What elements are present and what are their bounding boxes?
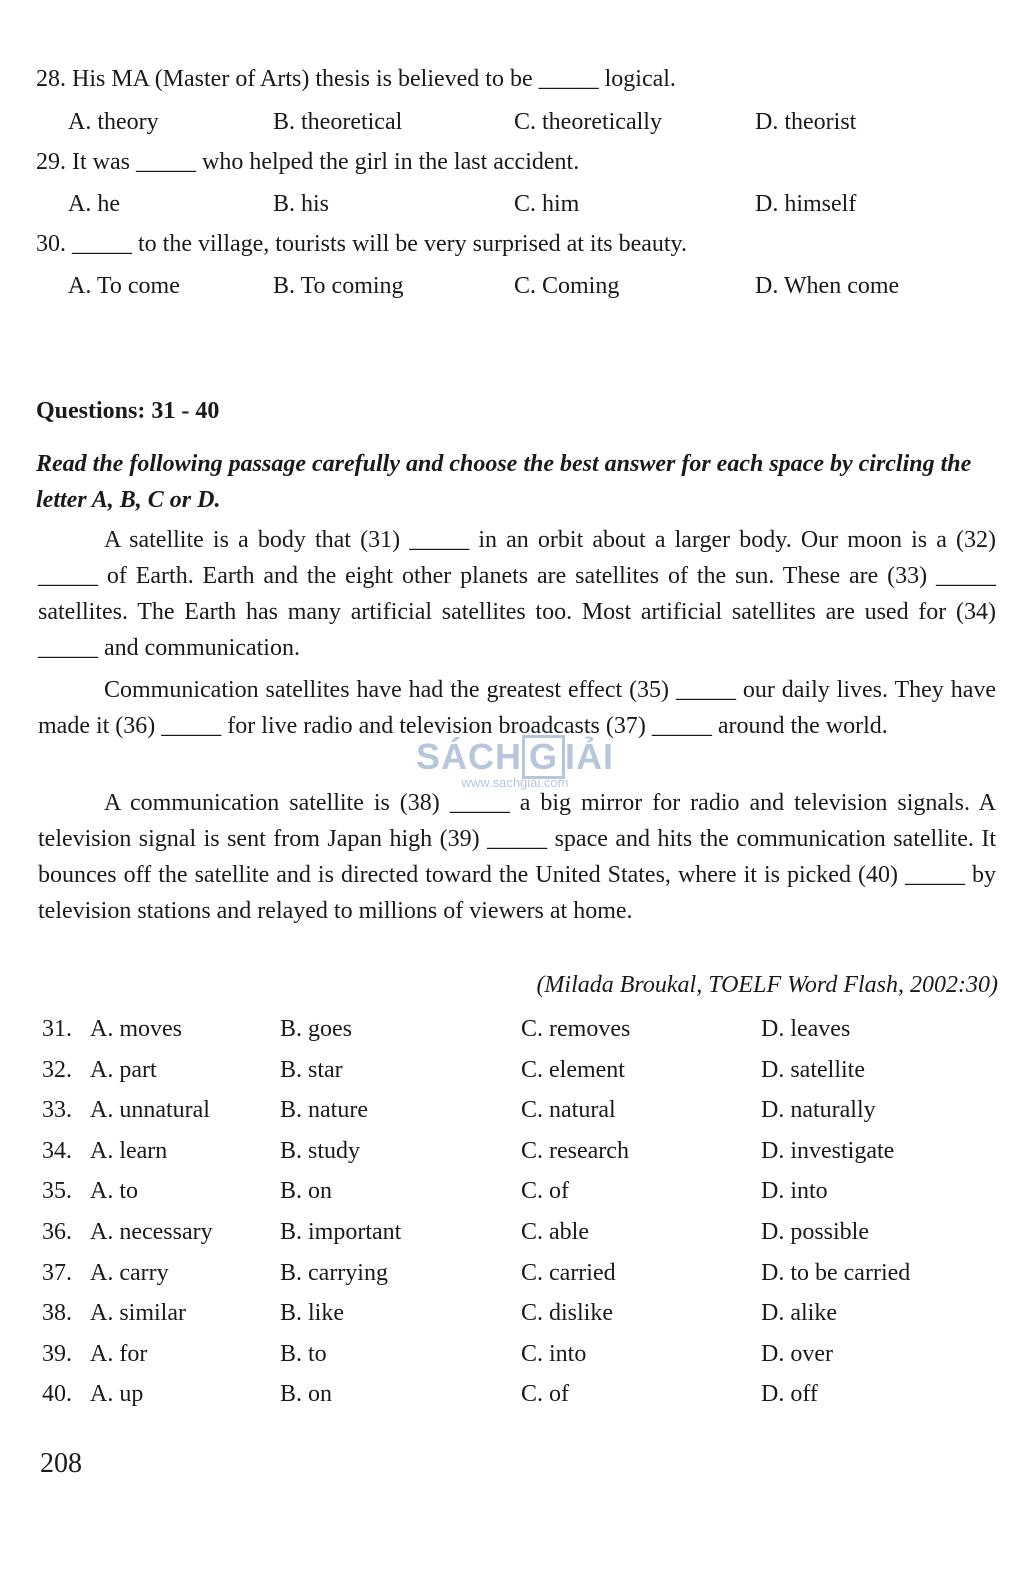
question-number: 38.: [42, 1300, 72, 1326]
question-29-option-d: D. himself: [755, 191, 857, 217]
option-b: B. like: [280, 1300, 344, 1326]
option-a: A. necessary: [90, 1219, 213, 1245]
option-b: B. goes: [280, 1016, 352, 1042]
question-number: 33.: [42, 1097, 72, 1123]
question-30-option-d: D. When come: [755, 273, 900, 299]
option-c: C. element: [521, 1057, 625, 1083]
option-d: D. over: [761, 1341, 833, 1367]
question-number: 34.: [42, 1138, 72, 1164]
option-d: D. alike: [761, 1300, 837, 1326]
option-b: B. on: [280, 1381, 333, 1407]
option-a: A. part: [90, 1057, 157, 1083]
question-30-stem: 30. _____ to the village, tourists will be very surprised at its beauty.: [36, 231, 687, 257]
option-c: C. able: [521, 1219, 589, 1245]
option-a: A. moves: [90, 1016, 182, 1042]
option-c: C. of: [521, 1178, 569, 1204]
question-30-option-b: B. To coming: [273, 273, 404, 299]
watermark-brand-left: SÁCH: [415, 736, 522, 777]
question-29-stem: 29. It was _____ who helped the girl in the last accident.: [36, 149, 580, 175]
section-heading: Questions: 31 - 40: [36, 398, 220, 424]
option-b: B. to: [280, 1341, 327, 1367]
page-number: 208: [40, 1448, 82, 1479]
option-b: B. on: [280, 1178, 333, 1204]
passage-paragraph-2: Communication satellites have had the greatest effect (35) _____ our daily lives. They have made it (36) _____ for live radio and television broadcasts (37) _____ around the world.: [38, 677, 996, 739]
option-c: C. carried: [521, 1260, 616, 1286]
option-d: D. into: [761, 1178, 828, 1204]
option-d: D. to be carried: [761, 1260, 911, 1286]
option-a: A. for: [90, 1341, 148, 1367]
question-number: 39.: [42, 1341, 72, 1367]
option-d: D. leaves: [761, 1016, 851, 1042]
watermark-brand-g: G: [522, 735, 565, 779]
option-b: B. carrying: [280, 1260, 388, 1286]
option-a: A. unnatural: [90, 1097, 210, 1123]
question-29-option-b: B. his: [273, 191, 330, 217]
option-b: B. nature: [280, 1097, 368, 1123]
question-29-option-c: C. him: [514, 191, 580, 217]
option-d: D. possible: [761, 1219, 869, 1245]
question-28-option-b: B. theoretical: [273, 109, 403, 135]
option-d: D. off: [761, 1381, 818, 1407]
option-b: B. important: [280, 1219, 402, 1245]
question-number: 40.: [42, 1381, 72, 1407]
watermark-url: www.sachgiai.com: [461, 775, 569, 790]
question-29-option-a: A. he: [68, 191, 120, 217]
option-a: A. learn: [90, 1138, 168, 1164]
question-number: 37.: [42, 1260, 72, 1286]
question-30-option-c: C. Coming: [514, 273, 620, 299]
question-number: 32.: [42, 1057, 72, 1083]
question-number: 35.: [42, 1178, 72, 1204]
question-28-option-c: C. theoretically: [514, 109, 662, 135]
question-28-option-a: A. theory: [68, 109, 159, 135]
question-number: 31.: [42, 1016, 72, 1042]
option-c: C. research: [521, 1138, 629, 1164]
option-b: B. star: [280, 1057, 343, 1083]
option-a: A. carry: [90, 1260, 169, 1286]
option-c: C. into: [521, 1341, 587, 1367]
question-30-option-a: A. To come: [68, 273, 180, 299]
passage-source: (Milada Broukal, TOELF Word Flash, 2002:30): [536, 972, 998, 998]
option-a: A. up: [90, 1381, 144, 1407]
watermark-brand-right: IẢI: [565, 736, 615, 777]
option-d: D. naturally: [761, 1097, 876, 1123]
option-c: C. dislike: [521, 1300, 614, 1326]
option-c: C. natural: [521, 1097, 616, 1123]
option-a: A. to: [90, 1178, 138, 1204]
option-a: A. similar: [90, 1300, 186, 1326]
question-28-option-d: D. theorist: [755, 109, 857, 135]
option-c: C. removes: [521, 1016, 631, 1042]
option-c: C. of: [521, 1381, 569, 1407]
option-d: D. investigate: [761, 1138, 895, 1164]
option-b: B. study: [280, 1138, 361, 1164]
passage-paragraph-1: A satellite is a body that (31) _____ in an orbit about a larger body. Our moon is a (32) _____ of Earth. Earth and the eight other planets are satellites of the sun. These are (33) _____ satellites. The Earth has many artificial satellites too. Most artificial satellites are used for (34) _____ and communication.: [38, 527, 996, 661]
question-28-stem: 28. His MA (Master of Arts) thesis is believed to be _____ logical.: [36, 66, 676, 92]
option-d: D. satellite: [761, 1057, 865, 1083]
question-number: 36.: [42, 1219, 72, 1245]
section-instruction: Read the following passage carefully and choose the best answer for each space by circling the letter A, B, C or D.: [36, 451, 972, 513]
sachgiai-watermark: [410, 735, 620, 790]
passage-paragraph-3: A communication satellite is (38) _____ a big mirror for radio and television signals. A television signal is sent from Japan high (39) _____ space and hits the communication satellite. It bounces off the satellite and is directed toward the United States, where it is picked (40) _____ by television stations and relayed to millions of viewers at home.: [38, 790, 996, 924]
